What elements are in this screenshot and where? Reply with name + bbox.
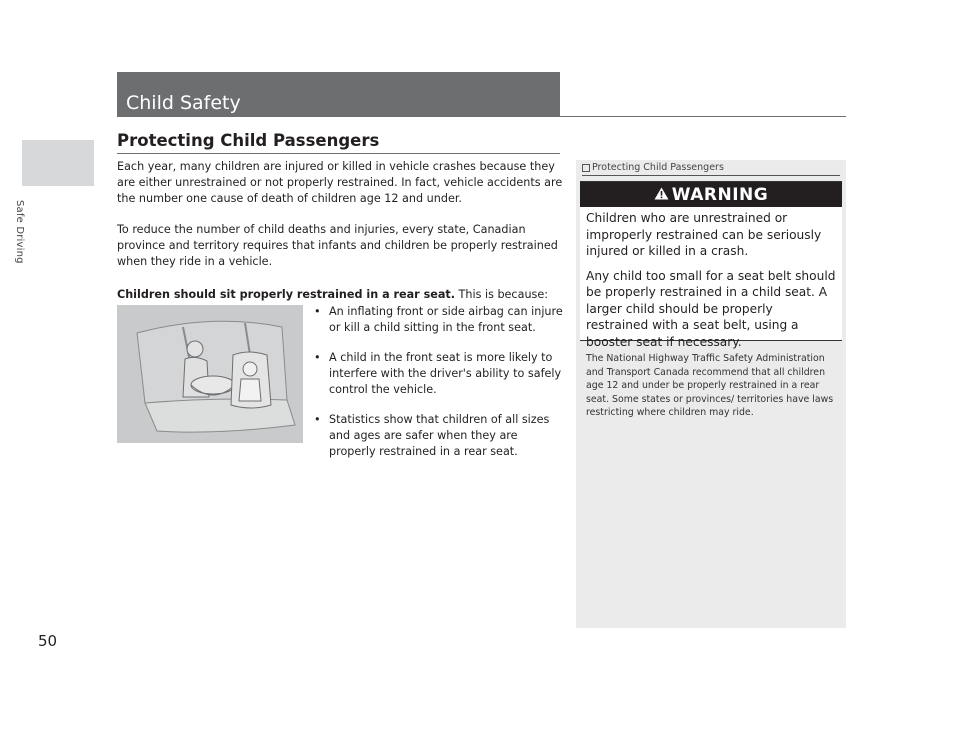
list-item [310, 350, 565, 398]
list-item [310, 412, 565, 460]
bullet-icon: • [314, 351, 321, 364]
note-heading [582, 162, 724, 173]
warning-paragraph: Children who are unrestrained or improperly restrained can be seriously injured or killed in a crash. [586, 211, 822, 258]
section-title: Protecting Child Passengers [117, 131, 380, 150]
body-paragraph-1: Each year, many children are injured or killed in vehicle crashes because they are either unrestrained or not properly restrained. In fact, vehicle accidents are the number one cause of death of children age 12 and under. [117, 160, 563, 205]
warning-body [580, 207, 842, 350]
warning-header [580, 182, 842, 207]
bullet-icon: • [314, 305, 321, 318]
list-item [310, 304, 565, 336]
note-heading-text: Protecting Child Passengers [592, 162, 724, 173]
warning-box [580, 181, 842, 349]
note-rule [582, 175, 840, 176]
bullet-text: An inflating front or side airbag can injure or kill a child sitting in the front seat. [329, 305, 563, 334]
bullet-text: Statistics show that children of all sizes and ages are safer when they are properly restrained in a rear seat. [329, 413, 550, 458]
page-number: 50 [38, 632, 58, 650]
body-paragraph-2: To reduce the number of child deaths and injuries, every state, Canadian province and territory requires that infants and children be properly restrained when they ride in a vehicle. [117, 223, 558, 268]
reference-icon [582, 164, 590, 172]
reasons-list [310, 304, 565, 474]
note-text: The National Highway Traffic Safety Administration and Transport Canada recommend that all children age 12 and under be properly restrained in a rear seat. Some states or provinces/ territories have laws restricting where children may ride. [586, 353, 834, 418]
bullet-icon: • [314, 413, 321, 426]
rear-seat-emphasis: Children should sit properly restrained in a rear seat. [117, 288, 455, 301]
chapter-header [117, 72, 560, 117]
rear-seat-drawing [117, 305, 303, 443]
section-rule [117, 153, 560, 154]
warning-title: WARNING [671, 184, 769, 205]
warning-triangle-icon [654, 185, 669, 204]
child-seat-illustration [117, 305, 303, 443]
note-panel [576, 160, 846, 628]
header-rule [560, 116, 846, 117]
body-paragraph-3 [117, 287, 567, 303]
warning-paragraph: Any child too small for a seat belt should be properly restrained in a child seat. A larger child should be properly restrained with a seat belt, using a booster seat if necessary. [586, 268, 836, 349]
sidebar-chapter-label: Safe Driving [14, 200, 25, 264]
chapter-tab [22, 140, 94, 186]
chapter-title: Child Safety [126, 92, 241, 114]
rear-seat-reason-lead: This is because: [454, 288, 549, 301]
bullet-text: A child in the front seat is more likely to interfere with the driver's ability to safely control the vehicle. [329, 351, 562, 396]
